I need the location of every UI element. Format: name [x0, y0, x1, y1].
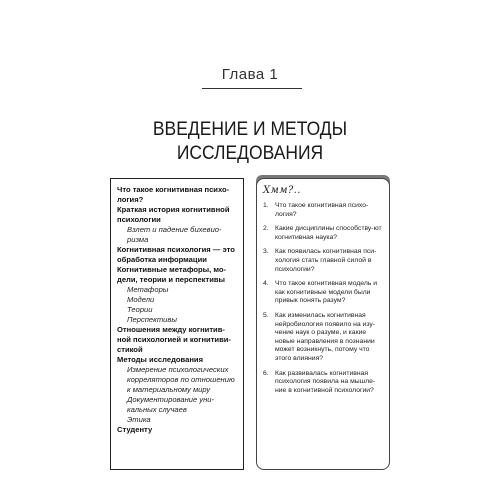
- toc-subsection: Документирование уни-: [127, 395, 215, 404]
- hmm-question-list: [263, 202, 383, 395]
- toc-section: обработка информации: [117, 255, 207, 264]
- question-number: 2.: [263, 225, 269, 233]
- question-number: 4.: [263, 280, 269, 288]
- chapter-label: Глава 1: [221, 66, 279, 83]
- toc-subsection: ризма: [127, 235, 149, 244]
- toc-section: дели, теории и перспективы: [117, 275, 226, 284]
- toc-section: ной психологией и когнитиви-: [117, 335, 231, 344]
- question-number: 3.: [263, 248, 269, 256]
- toc-subsection: Метафоры: [127, 285, 169, 294]
- toc-section: стикой: [117, 345, 143, 354]
- toc-subsection: Теории: [127, 305, 153, 314]
- question-text: Какие дисциплины способству-ют когнитивная наука?: [275, 225, 382, 241]
- question-number: 1.: [263, 202, 269, 209]
- toc-section: Краткая история когнитивной: [117, 205, 230, 214]
- hmm-question: [263, 248, 383, 274]
- chapter-title-line: ИССЛЕДОВАНИЯ: [176, 143, 324, 164]
- toc-subsection: Взлет и падение бихевио-: [127, 225, 222, 234]
- toc-box: [110, 178, 244, 470]
- chapter-title: [20, 118, 480, 166]
- hmm-question: [263, 225, 383, 242]
- question-text: Как появилась когнитивная пси-хология стать главной силой в психологии?: [275, 248, 377, 273]
- toc-section: Когнитивная психология — это: [117, 245, 235, 254]
- hmm-box: [256, 178, 390, 470]
- hmm-question: [263, 280, 383, 306]
- toc-section: Отношения между когнитив-: [117, 325, 225, 334]
- hmm-question: [263, 202, 383, 219]
- chapter-rule: [202, 88, 302, 89]
- toc-section: Когнитивные метафоры, мо-: [117, 265, 227, 274]
- hmm-question: [263, 312, 383, 364]
- question-number: 6.: [263, 369, 269, 377]
- toc-section: логия?: [117, 195, 144, 204]
- toc-subsection: корреляторов по отношению: [127, 375, 235, 384]
- toc-subsection: Перспективы: [127, 315, 177, 324]
- toc-subsection: к материальному миру: [127, 385, 211, 394]
- toc-section: Что такое когнитивная психо-: [117, 185, 230, 194]
- chapter-title-line: ВВЕДЕНИЕ И МЕТОДЫ: [152, 119, 348, 140]
- toc-section: Методы исследования: [117, 355, 204, 364]
- question-number: 5.: [263, 311, 269, 319]
- toc-subsection: Измерение психологических: [127, 365, 229, 374]
- toc-subsection: кальных случаев: [127, 405, 187, 414]
- hmm-title: Хмм?..: [263, 185, 301, 196]
- question-text: Что такое когнитивная модель и как когнитивные модели были привык понять разум?: [275, 280, 378, 305]
- toc-section: психологии: [117, 215, 161, 224]
- question-text: Как изменилась когнитивная нейробиология появило на изу-чение наук о разуме, и какие новые направления в познании может возникнуть, потому что этого влияния?: [275, 311, 376, 362]
- question-text: Что такое когнитивная психо-логия?: [275, 202, 369, 218]
- hmm-question: [263, 370, 383, 396]
- toc-subsection: Этика: [127, 415, 151, 424]
- toc-subsection: Модели: [127, 295, 155, 304]
- question-text: Как развивалась когнитивная психология появила на мышле-ние в когнитивной психологии?: [275, 369, 376, 394]
- toc-section: Студенту: [117, 425, 153, 434]
